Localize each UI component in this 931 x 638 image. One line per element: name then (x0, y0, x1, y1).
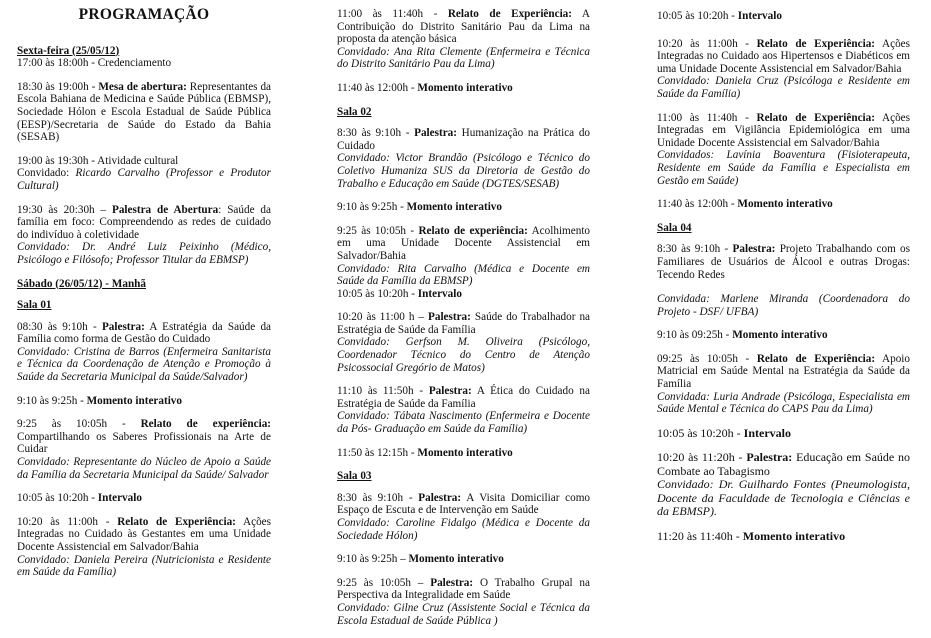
entry-guest: Convidado: Rita Carvalho (Médica e Docente em Saúde da Família da EBMSP) (337, 262, 590, 288)
schedule-entry (337, 447, 590, 460)
entry-time: 10:05 às 10:20h - (657, 10, 738, 22)
schedule-entry (337, 311, 590, 374)
day-heading: Sábado (26/05/12) - Manhã (17, 277, 146, 290)
entry-label: Momento interativo (742, 528, 846, 543)
entry-time: 19:30 às 20:30h – (17, 203, 112, 216)
entry-time: 09:25 às 10:05h - (657, 352, 757, 365)
room-heading: Sala 01 (17, 299, 52, 312)
schedule-entry (337, 127, 590, 190)
entry-text: Educação em Saúde no Combate ao Tabagismo (657, 450, 911, 478)
schedule-entry (657, 198, 910, 211)
entry-time: 11:20 às 11:40h - (657, 528, 743, 543)
schedule-entry (657, 38, 910, 101)
entry-text: A Contribuição do Distrito Sanitário Pau da Lima na proposta da atenção básica (337, 8, 590, 46)
schedule-entry (657, 243, 910, 318)
schedule-entry (17, 321, 271, 384)
entry-guest: Convidado: Gerfson M. Oliveira (Psicólogo, Coordenador Técnico do Centro de Atenção Psicossocial Gregório de Matos) (337, 336, 590, 374)
entry-text: Ações Integradas no Cuidado às Gestantes em uma Unidade Docente Assistencial em Salvador/Bahia (17, 515, 271, 553)
entry-time: 9:25 às 10:05h - (17, 418, 141, 431)
entry-label: Relato de Experiência: (756, 111, 875, 124)
entry-time: 9:10 às 09:25h - (657, 329, 733, 342)
entry-label: Palestra de Abertura (112, 203, 219, 216)
entry-label: Momento interativo (406, 201, 502, 214)
entry-time: 9:25 às 10:05h - (337, 224, 419, 237)
entry-time: 11:10 às 11:50h - (337, 385, 429, 398)
entry-guest: Convidados: Lavínia Boaventura (Fisioterapeuta, Residente em Saúde da Família e Especialista em Gestão em Saúde) (657, 149, 910, 187)
guest-label: Convidado: (17, 167, 76, 180)
entry-guest: Convidado: Caroline Fidalgo (Médica e Docente da Sociedade Hólon) (337, 517, 590, 542)
entry-label: Palestra: (746, 450, 793, 465)
schedule-entry (337, 577, 590, 627)
schedule-entry (17, 418, 271, 481)
entry-guest: Convidado: Dr. André Luiz Peixinho (Médico, Psicólogo e Filósofo; Professor Titular da EBMSP) (17, 241, 271, 266)
schedule-entry (17, 516, 271, 579)
entry-time: 10:05 às 10:20h - (657, 425, 744, 440)
entry-text: Compartilhando os Saberes Profissionais na Arte de Cuidar (17, 430, 271, 456)
entry-text: Representantes da Escola Bahiana de Medicina e Saúde Pública (EBMSP), Sociedade Hólon e Escola Estadual de Saúde Pública (EESP)/Secretaria de Saúde do Estado da Bahia (SESAB) (17, 80, 272, 144)
entry-time: 9:10 às 9:25h - (17, 394, 87, 407)
entry-label: Momento interativo (417, 81, 513, 94)
schedule-entry (17, 204, 271, 267)
entry-label: Intervalo (417, 287, 462, 300)
entry-text: Saúde do Trabalhador na Estratégia de Saúde da Família (337, 311, 591, 336)
entry-guest: Convidado: Daniela Cruz (Psicóloga e Residente em Saúde da Família) (657, 75, 910, 100)
entry-label: Relato de Experiência: (756, 37, 876, 50)
entry-label: Palestra: (428, 311, 471, 324)
entry-label: Mesa de abertura: (98, 80, 187, 93)
entry-label: Palestra: (101, 320, 145, 333)
day-heading: Sexta-feira (25/05/12) (17, 44, 120, 57)
entry-guest: Convidado: Gilne Cruz (Assistente Social e Técnica da Escola Estadual de Saúde Pública ) (337, 601, 590, 627)
entry-time: 11:40 às 12:00h - (657, 198, 738, 211)
schedule-entry (337, 201, 590, 214)
entry-time: 19:00 às 19:30h (17, 154, 89, 167)
entry-time: 9:25 às 10:05h – (337, 576, 431, 589)
entry-time: 18:30 às 19:00h - (17, 80, 99, 93)
schedule-entry (17, 81, 271, 144)
schedule-entry (17, 155, 271, 193)
room-heading: Sala 03 (337, 470, 372, 483)
entry-text: Acolhimento em uma Unidade Docente Assistencial em Salvador/Bahia (337, 224, 591, 262)
schedule-entry (337, 82, 590, 95)
entry-time: 10:20 às 11:00h - (657, 37, 757, 50)
entry-guest: Convidado: Representante do Núcleo de Apoio a Saúde da Família da Secretaria Municipal da Saúde/ Salvador (17, 456, 271, 481)
entry-label: Palestra: (430, 576, 474, 589)
entry-time: 9:10 às 9:25h – (337, 553, 409, 566)
schedule-entry (337, 8, 590, 71)
entry-time: 11:00 às 11:40h - (337, 8, 448, 20)
entry-guest: Convidado: Tábata Nascimento (Enfermeira e Docente da Pós- Graduação em Saúde da Família) (337, 410, 590, 436)
entry-time: 17:00 às 18:00h (17, 57, 89, 70)
entry-label: Momento interativo (408, 553, 504, 566)
entry-text: Projeto Trabalhando com os Familiares de Usuários de Álcool e outras Drogas: Tecendo Redes (657, 243, 911, 281)
entry-text: Humanização na Prática do Cuidado (337, 127, 591, 152)
entry-label: Palestra: (428, 385, 472, 398)
entry-text: A Visita Domiciliar como Espaço de Escuta e de Intervenção em Saúde (337, 491, 590, 517)
entry-text: A Ética do Cuidado na Estratégia de Saúde da Família (337, 385, 590, 410)
schedule-entry (337, 385, 590, 435)
entry-text: : Saúde da família em foco: Compreendendo as redes de cuidado do indivíduo à coletividade (17, 203, 271, 241)
schedule-entry (337, 288, 590, 301)
entry-time: 8:30 às 9:10h - (337, 127, 415, 140)
room-heading: Sala 02 (337, 105, 372, 118)
entry-time: 8:30 às 9:10h - (657, 243, 733, 256)
schedule-entry (17, 492, 271, 505)
entry-label: Momento interativo (737, 198, 833, 211)
entry-time: 08:30 às 9:10h - (17, 320, 102, 333)
entry-label: Relato de experiência: (140, 418, 272, 431)
schedule-entry (337, 225, 590, 288)
entry-label: Relato de Experiência: (756, 352, 876, 365)
entry-label: Intervalo (737, 10, 782, 22)
entry-label: Momento interativo (86, 394, 182, 407)
entry-text: Apoio Matricial em Saúde Mental na Estratégia da Saúde da Família (657, 352, 910, 391)
entry-label: Relato de experiência: (418, 224, 528, 237)
entry-label: Relato de Experiência: (447, 8, 573, 20)
page-title: PROGRAMAÇÃO (78, 6, 210, 23)
column-3 (657, 10, 910, 554)
column-2 (337, 8, 590, 638)
schedule-entry (657, 530, 910, 544)
entry-guest: Convidado: Dr. Guilhardo Fontes (Pneumologista, Docente da Faculdade de Tecnologia e Ciências e da EBMSP). (657, 477, 910, 519)
entry-time: 11:50 às 12:15h - (337, 446, 418, 459)
column-1 (17, 0, 271, 590)
schedule-entry (17, 57, 271, 70)
entry-label: Intervalo (743, 425, 791, 440)
entry-guest: Convidada: Marlene Miranda (Coordenadora do Projeto - DSF/ UFBA) (657, 293, 910, 318)
entry-time: 10:20 às 11:20h - (657, 450, 747, 465)
schedule-entry (657, 329, 910, 342)
entry-time: 8:30 às 9:10h - (337, 491, 419, 504)
entry-text: - Atividade cultural (88, 154, 179, 167)
entry-guest: Ricardo Carvalho (Professor e Produtor Cultural) (17, 167, 271, 192)
entry-time: 9:10 às 9:25h - (337, 201, 407, 214)
entry-label: Intervalo (97, 492, 142, 505)
entry-time: 10:05 às 10:20h - (337, 287, 418, 300)
entry-time: 10:20 às 11:00h - (17, 515, 118, 528)
entry-guest: Convidado: Ana Rita Clemente (Enfermeira e Técnica do Distrito Sanitário Pau da Lima) (337, 45, 590, 71)
entry-label: Momento interativo (732, 329, 828, 342)
entry-time: 10:20 às 11:00 h – (337, 311, 429, 324)
entry-label: Palestra: (418, 491, 462, 504)
schedule-entry (657, 112, 910, 188)
entry-text: - Credenciamento (88, 57, 172, 70)
entry-text: Ações Integradas em Vigilância Epidemiológica em uma Unidade Docente Assistencial em Salvador/Bahia (657, 111, 910, 149)
entry-guest: Convidado: Victor Brandão (Psicólogo e Técnico do Coletivo Humaniza SUS da Diretoria de Gestão do Trabalho e Educação em Saúde (DGTES/SESAB) (337, 152, 590, 190)
entry-label: Palestra: (414, 127, 457, 140)
entry-time: 10:05 às 10:20h - (17, 492, 98, 505)
entry-guest: Convidada: Luria Andrade (Psicóloga, Especialista em Saúde Mental e Técnica do CAPS Pau da Lima) (657, 390, 910, 416)
entry-label: Momento interativo (417, 446, 513, 459)
entry-text: Ações Integradas no Cuidado aos Hipertensos e Diabéticos em uma Unidade Docente Assistencial em Salvador/Bahia (657, 37, 911, 75)
schedule-entry (657, 451, 910, 519)
entry-label: Relato de Experiência: (117, 515, 236, 528)
schedule-entry (337, 553, 590, 566)
entry-guest: Convidado: Cristina de Barros (Enfermeira Sanitarista e Técnica da Coordenação de Atenção e Promoção à Saúde da Secretaria Municipal da Saúde/Salvador) (17, 345, 271, 384)
entry-time: 11:40 às 12:00h - (337, 81, 418, 94)
schedule-entry (17, 395, 271, 408)
entry-label: Palestra: (732, 243, 776, 256)
schedule-entry (657, 10, 910, 23)
room-heading: Sala 04 (657, 221, 692, 234)
entry-guest: Convidado: Daniela Pereira (Nutricionista e Residente em Saúde da Família) (17, 553, 271, 579)
schedule-entry (337, 492, 590, 542)
entry-text: A Estratégia da Saúde da Família como forma de Gestão do Cuidado (17, 320, 271, 346)
entry-time: 11:00 às 11:40h - (657, 111, 757, 124)
schedule-entry (657, 353, 910, 416)
entry-text: O Trabalho Grupal na Perspectiva da Integralidade em Saúde (337, 576, 590, 602)
schedule-entry (657, 427, 910, 441)
